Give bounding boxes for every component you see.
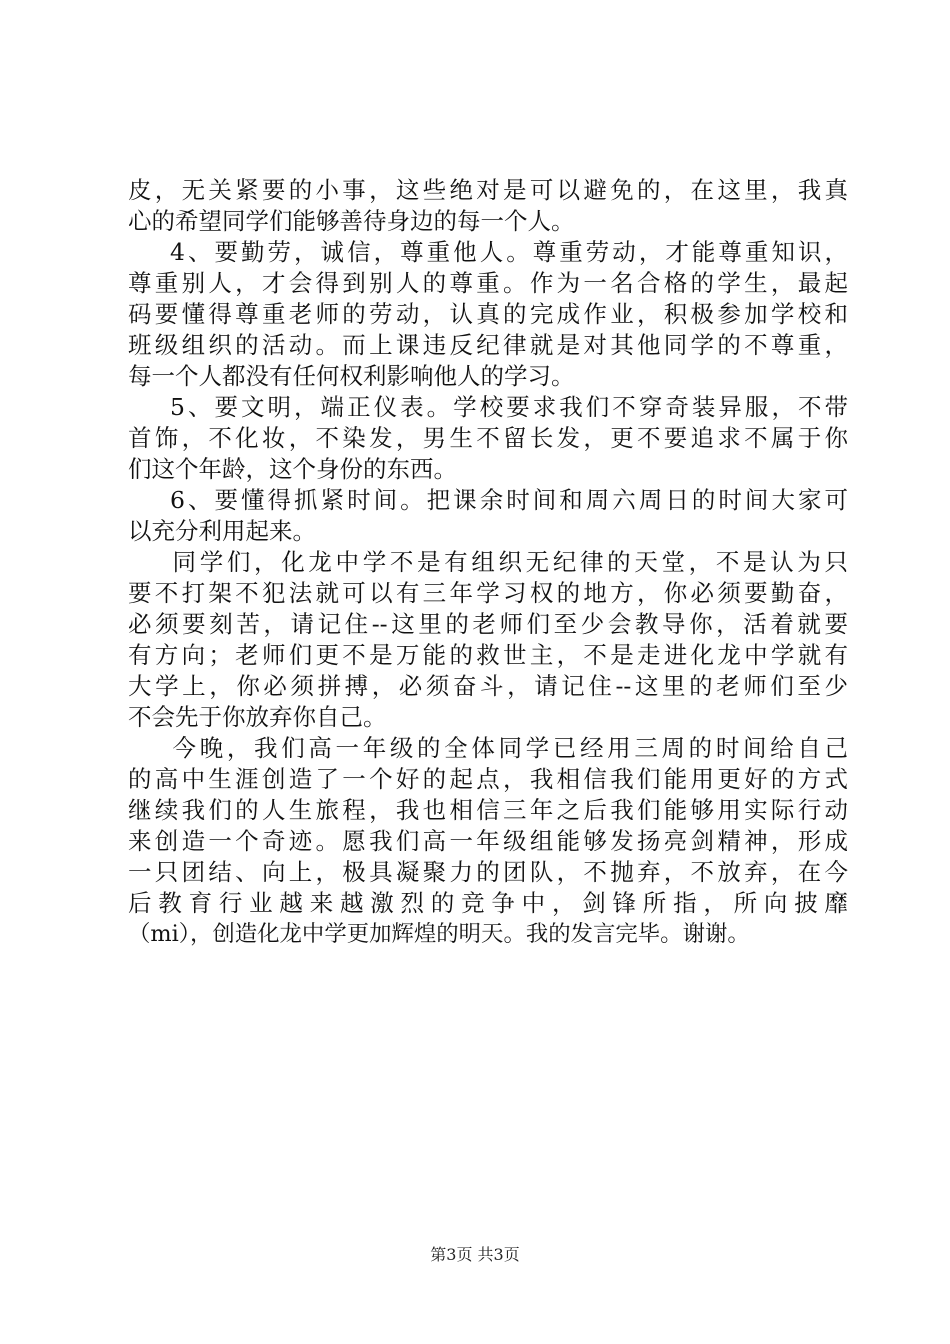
body-text-line: 今晚，我们高一年级的全体同学已经用三周的时间给自己 (128, 734, 848, 762)
body-text-line: 班级组织的活动。而上课违反纪律就是对其他同学的不尊重， (128, 331, 848, 359)
body-text-line: 同学们，化龙中学不是有组织无纪律的天堂，不是认为只 (128, 548, 848, 576)
page-footer: 第3页 共3页 (430, 1245, 520, 1264)
body-text-line: 4、要勤劳，诚信，尊重他人。尊重劳动，才能尊重知识， (128, 238, 848, 266)
body-text-line: 以充分利用起来。 (128, 517, 316, 545)
body-text-line: 来创造一个奇迹。愿我们高一年级组能够发扬亮剑精神，形成 (128, 827, 848, 855)
body-text-line: 们这个年龄，这个身份的东西。 (128, 455, 457, 483)
body-text-line: 心的希望同学们能够善待身边的每一个人。 (128, 207, 575, 235)
body-text-line: 一只团结、向上，极具凝聚力的团队，不抛弃，不放弃，在今 (128, 858, 848, 886)
body-text-line: 继续我们的人生旅程，我也相信三年之后我们能够用实际行动 (128, 796, 848, 824)
body-text-line: 要不打架不犯法就可以有三年学习权的地方，你必须要勤奋， (128, 579, 848, 607)
body-text-line: 必须要刻苦，请记住--这里的老师们至少会教导你，活着就要 (128, 610, 848, 638)
body-text-line: 6、要懂得抓紧时间。把课余时间和周六周日的时间大家可 (128, 486, 848, 514)
body-text-line: 尊重别人，才会得到别人的尊重。作为一名合格的学生，最起 (128, 269, 848, 297)
body-text-line: 皮，无关紧要的小事，这些绝对是可以避免的，在这里，我真 (128, 176, 848, 204)
body-text-line: 后教育行业越来越激烈的竞争中，剑锋所指，所向披靡 (128, 889, 848, 917)
body-text-line: 有方向；老师们更不是万能的救世主，不是走进化龙中学就有 (128, 641, 848, 669)
body-text-line: （mi），创造化龙中学更加辉煌的明天。我的发言完毕。谢谢。 (128, 921, 750, 947)
body-text-line: 的高中生涯创造了一个好的起点，我相信我们能用更好的方式 (128, 765, 848, 793)
body-text-line: 大学上，你必须拼搏，必须奋斗，请记住--这里的老师们至少 (128, 672, 848, 700)
body-text-line: 码要懂得尊重老师的劳动，认真的完成作业，积极参加学校和 (128, 300, 848, 328)
body-text-line: 首饰，不化妆，不染发，男生不留长发，更不要追求不属于你 (128, 424, 848, 452)
body-text-line: 每一个人都没有任何权利影响他人的学习。 (128, 362, 575, 390)
body-text-line: 不会先于你放弃你自己。 (128, 703, 387, 731)
body-text-line: 5、要文明，端正仪表。学校要求我们不穿奇装异服，不带 (128, 393, 848, 421)
